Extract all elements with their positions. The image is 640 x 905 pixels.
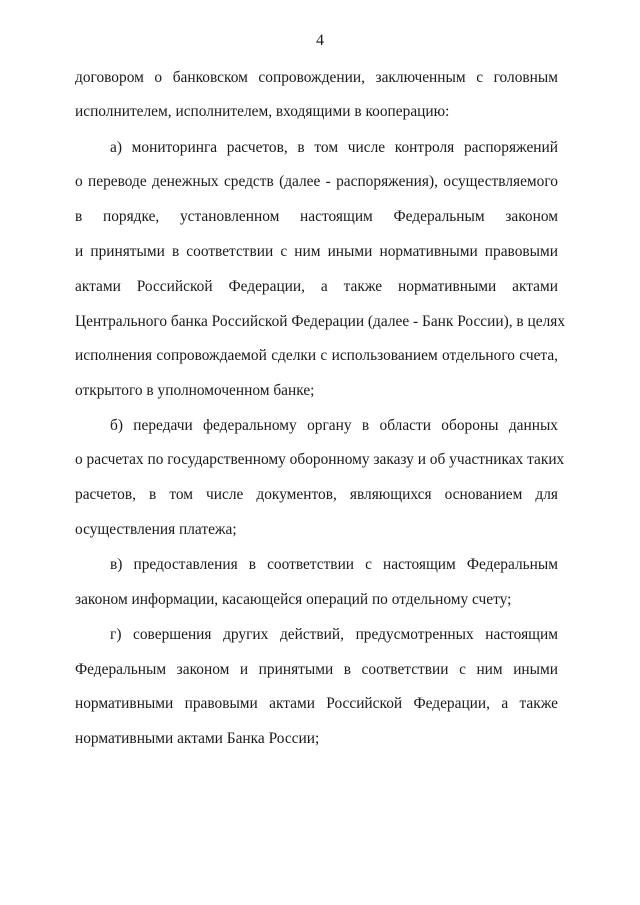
text-line: расчетов, в том числе документов, являющихся основанием для bbox=[75, 486, 558, 503]
text-line: исполнения сопровождаемой сделки с использованием отдельного счета, bbox=[75, 347, 558, 364]
text-line: актами Российской Федерации, а также нормативными актами bbox=[75, 278, 558, 295]
text-line: и принятыми в соответствии с ним иными нормативными правовыми bbox=[75, 243, 558, 260]
text-line: а) мониторинга расчетов, в том числе контроля распоряжений bbox=[110, 139, 558, 156]
text-line: исполнителем, исполнителем, входящими в кооперацию: bbox=[75, 103, 450, 120]
text-line: в порядке, установленном настоящим Федеральным законом bbox=[75, 208, 558, 225]
page-number: 4 bbox=[316, 32, 324, 49]
text-line: Федеральным законом и принятыми в соответствии с ним иными bbox=[75, 661, 558, 678]
text-line: законом информации, касающейся операций по отдельному счету; bbox=[75, 591, 512, 608]
text-line: б) передачи федеральному органу в области обороны данных bbox=[110, 417, 558, 434]
text-line: в) предоставления в соответствии с настоящим Федеральным bbox=[110, 556, 558, 573]
text-line: осуществления платежа; bbox=[75, 521, 237, 538]
text-line: о расчетах по государственному оборонному заказу и об участниках таких bbox=[75, 451, 565, 468]
text-line: о переводе денежных средств (далее - распоряжения), осуществляемого bbox=[75, 173, 558, 190]
text-line: г) совершения других действий, предусмотренных настоящим bbox=[110, 626, 558, 643]
text-line: Центрального банка Российской Федерации (далее - Банк России), в целях bbox=[75, 313, 566, 330]
text-line: нормативными актами Банка России; bbox=[75, 730, 320, 747]
text-line: открытого в уполномоченном банке; bbox=[75, 382, 315, 399]
text-line: нормативными правовыми актами Российской Федерации, а также bbox=[75, 695, 558, 712]
text-line: договором о банковском сопровождении, заключенным с головным bbox=[75, 69, 558, 86]
